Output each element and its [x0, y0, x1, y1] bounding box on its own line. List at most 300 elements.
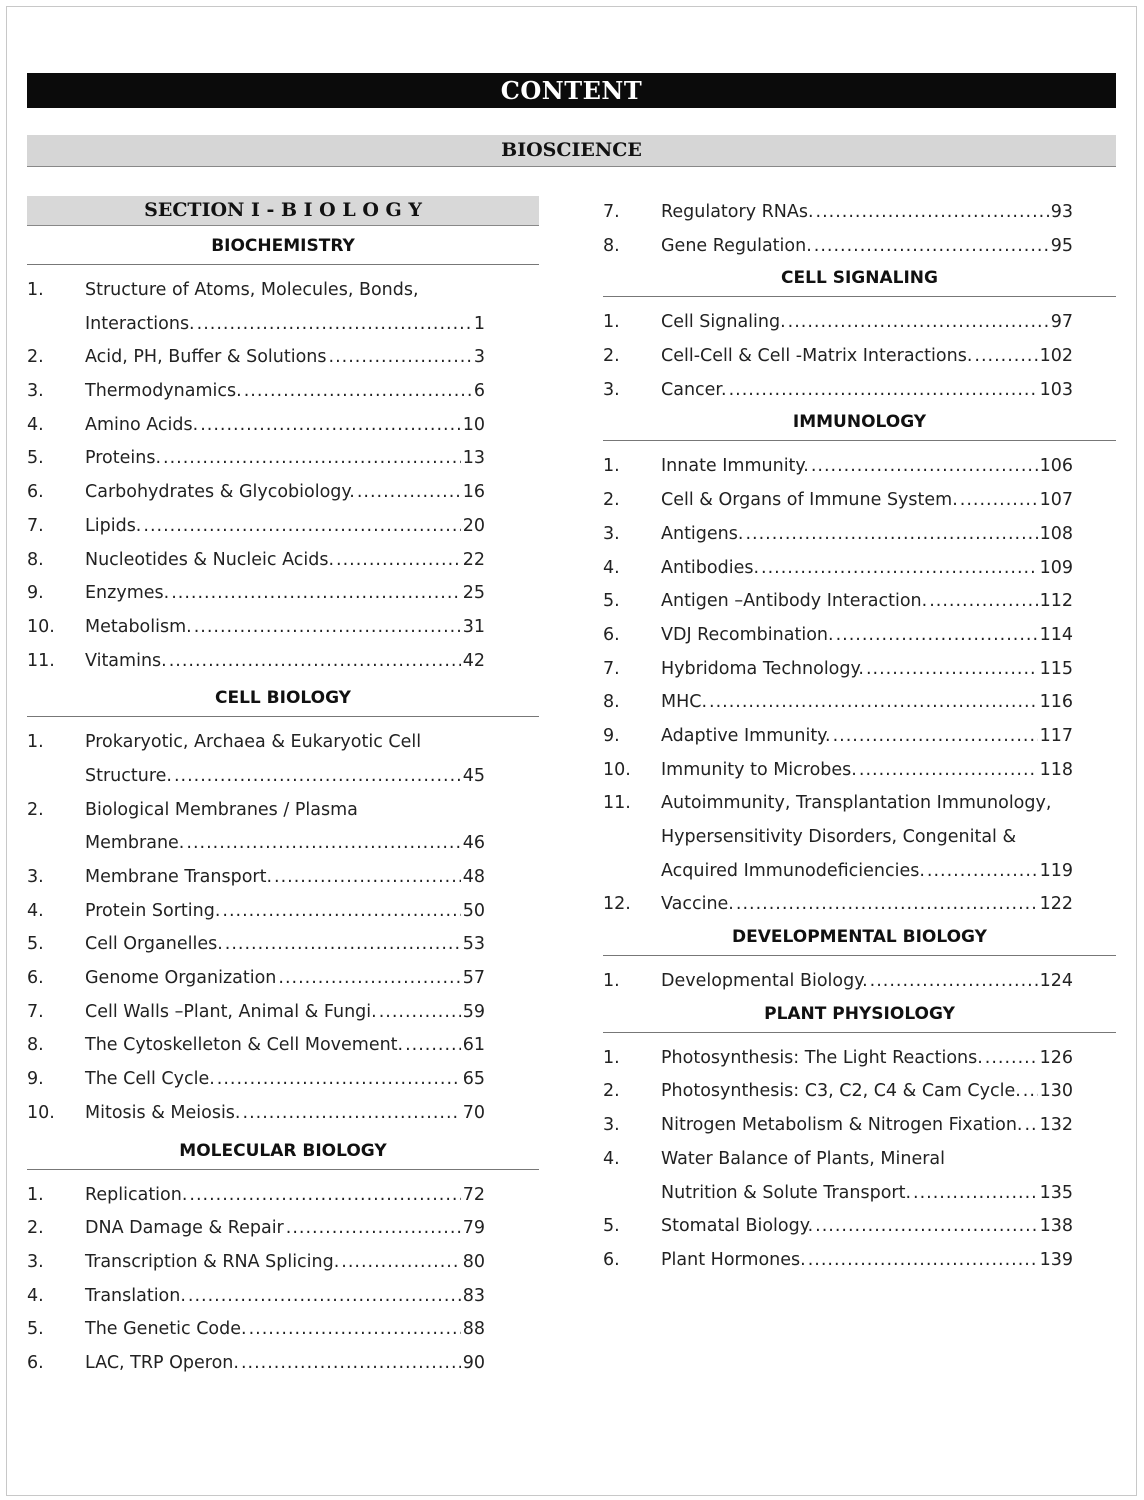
entry-number: 6. [603, 1249, 620, 1270]
entry-number: 5. [27, 1319, 44, 1340]
entry-title: Regulatory RNAs. [661, 202, 814, 222]
page-number: 70 [462, 1102, 485, 1123]
entry-line [85, 861, 485, 895]
entry-line [661, 619, 1073, 653]
toc-entry[interactable] [27, 895, 539, 929]
entry-number: 9. [27, 583, 44, 604]
entry-title: Replication. [85, 1184, 188, 1205]
entry-text [661, 196, 1073, 230]
entry-number: 1. [27, 732, 44, 753]
toc-entry[interactable] [603, 230, 1116, 264]
entry-text [661, 888, 1073, 922]
dot-leader [1023, 1075, 1038, 1109]
entry-line [85, 1313, 485, 1347]
toc-entry[interactable] [27, 794, 539, 861]
entry-number: 3. [27, 867, 44, 887]
entry-text [85, 645, 485, 679]
entry-line [85, 510, 485, 544]
page-number: 48 [462, 867, 485, 887]
entry-line [661, 787, 1073, 821]
entry-title: Acquired Immunodeficiencies. [661, 860, 925, 881]
page-number: 112 [1039, 591, 1073, 612]
entry-line [85, 996, 485, 1030]
dot-leader [833, 720, 1038, 754]
dot-leader [929, 585, 1037, 619]
toc-entry[interactable] [27, 996, 539, 1030]
entry-line [661, 1244, 1073, 1278]
dot-leader [357, 476, 461, 510]
entry-title: Water Balance of Plants, Mineral [661, 1148, 946, 1169]
entry-number: 1. [603, 456, 620, 477]
entry-line [661, 552, 1073, 586]
entry-number: 2. [27, 799, 44, 820]
toc-entry[interactable] [27, 577, 539, 611]
toc-entry[interactable] [603, 619, 1116, 653]
entry-number: 4. [27, 414, 44, 435]
toc-entry[interactable] [27, 726, 539, 793]
entry-number: 2. [27, 347, 44, 368]
entry-line [85, 1097, 485, 1131]
entry-number: 2. [27, 1218, 44, 1239]
dot-leader [189, 1179, 460, 1213]
page-number: 20 [462, 515, 485, 536]
page-number: 65 [462, 1069, 485, 1090]
left-column [27, 196, 539, 1381]
dot-leader [811, 450, 1038, 484]
right-groups [603, 263, 1116, 1277]
entry-number: 5. [27, 448, 44, 469]
dot-leader [985, 1042, 1038, 1076]
entry-number: 4. [603, 1148, 620, 1169]
subsection-heading: IMMUNOLOGY [603, 407, 1116, 441]
page-number: 22 [462, 549, 485, 570]
entry-number: 11. [27, 650, 55, 671]
entry-line [85, 341, 485, 375]
entry-line [661, 855, 1073, 889]
entry-line [85, 928, 485, 962]
entry-line [85, 1280, 485, 1314]
subsection-heading: CELL BIOLOGY [27, 683, 539, 717]
entry-number: 6. [27, 482, 44, 503]
entry-text [661, 484, 1073, 518]
toc-entry[interactable] [603, 1075, 1116, 1109]
entry-number: 3. [603, 523, 620, 544]
entry-title: Membrane. [85, 833, 185, 854]
entry-text [661, 1075, 1073, 1109]
toc-entry[interactable] [603, 686, 1116, 720]
entry-line [661, 306, 1073, 340]
subsection-heading: MOLECULAR BIOLOGY [27, 1136, 539, 1170]
entry-number: 3. [603, 1115, 620, 1136]
entry-text [85, 1179, 485, 1213]
dot-leader [814, 230, 1049, 264]
page-number: 97 [1050, 312, 1073, 333]
entry-line [85, 1212, 485, 1246]
entry-line [85, 1246, 485, 1280]
entry-title: Cell & Organs of Immune System. [661, 490, 958, 511]
toc-entry[interactable] [603, 787, 1116, 888]
entry-line [85, 611, 485, 645]
toc-entry[interactable] [603, 374, 1116, 408]
entry-line [85, 827, 485, 861]
toc-entry[interactable] [27, 544, 539, 578]
toc-entry[interactable] [603, 1244, 1116, 1278]
entry-line [661, 965, 1073, 999]
entry-line [661, 196, 1073, 230]
entry-text [85, 895, 485, 929]
entry-title: Hybridoma Technology. [661, 658, 864, 679]
page-number: 10 [462, 414, 485, 435]
page-number: 102 [1039, 346, 1073, 367]
entry-line [85, 409, 485, 443]
dot-leader [329, 341, 472, 375]
toc-entry[interactable] [27, 1097, 539, 1131]
toc-entry[interactable] [603, 552, 1116, 586]
entry-line [661, 340, 1073, 374]
entry-line [661, 230, 1073, 264]
entry-title: Transcription & RNA Splicing. [85, 1251, 340, 1272]
entry-line [85, 1063, 485, 1097]
dot-leader [217, 1063, 461, 1097]
entry-line [85, 726, 485, 760]
toc-entry[interactable] [27, 442, 539, 476]
entry-number: 5. [603, 1216, 620, 1237]
entry-title: Biological Membranes / Plasma [85, 799, 358, 820]
entry-title: Thermodynamics. [85, 381, 242, 402]
entry-text [661, 230, 1073, 264]
entry-number: 10. [27, 1102, 55, 1123]
entry-title: Gene Regulation. [661, 235, 812, 256]
dot-leader [859, 754, 1038, 788]
toc-entry[interactable] [27, 1063, 539, 1097]
entry-title: Proteins. [85, 448, 162, 469]
toc-entry[interactable] [603, 1109, 1116, 1143]
entry-title: Hypersensitivity Disorders, Congenital & [661, 827, 1017, 847]
entry-line [85, 895, 485, 929]
entry-text [85, 1212, 485, 1246]
entry-title: Photosynthesis: C3, C2, C4 & Cam Cycle. [661, 1081, 1021, 1102]
toc-entry[interactable] [27, 611, 539, 645]
page-number: 119 [1039, 860, 1073, 881]
toc-entry[interactable] [27, 1246, 539, 1280]
dot-leader [174, 760, 461, 794]
dot-leader [405, 1029, 461, 1063]
entry-number: 5. [27, 934, 44, 955]
toc-entry[interactable] [603, 888, 1116, 922]
entry-title: Cell Walls –Plant, Animal & Fungi. [85, 1001, 377, 1022]
dot-leader [194, 611, 461, 645]
entry-text [661, 1143, 1073, 1210]
page-number: 3 [473, 347, 485, 368]
dot-leader [163, 442, 461, 476]
entry-text [85, 794, 485, 861]
entry-text [85, 409, 485, 443]
continued-list [603, 196, 1116, 263]
dot-leader [188, 1280, 461, 1314]
entry-text [661, 1210, 1073, 1244]
entry-line [661, 374, 1073, 408]
page-number: 95 [1050, 235, 1073, 256]
entry-title: Structure. [85, 765, 172, 786]
page-number: 122 [1039, 894, 1073, 915]
toc-entry[interactable] [603, 1042, 1116, 1076]
entry-title: Stomatal Biology. [661, 1216, 814, 1237]
entry-line [661, 1075, 1073, 1109]
toc-list [603, 306, 1116, 407]
entry-line [85, 760, 485, 794]
page-number: 6 [473, 381, 485, 402]
entry-text [661, 619, 1073, 653]
entry-line [661, 1109, 1073, 1143]
entry-title: LAC, TRP Operon. [85, 1352, 239, 1373]
dot-leader [761, 552, 1038, 586]
entry-title: Vaccine. [661, 894, 734, 915]
entry-text [661, 518, 1073, 552]
entry-number: 1. [603, 971, 620, 992]
entry-number: 8. [27, 549, 44, 570]
toc-entry[interactable] [27, 1347, 539, 1381]
page-number: 130 [1039, 1081, 1073, 1102]
entry-text [85, 442, 485, 476]
entry-text [85, 861, 485, 895]
dot-leader [808, 1244, 1038, 1278]
dot-leader [960, 484, 1038, 518]
dot-leader [745, 518, 1037, 552]
page-number: 139 [1039, 1249, 1073, 1270]
page-number: 103 [1039, 379, 1073, 400]
entry-line [85, 1347, 485, 1381]
toc-entry[interactable] [27, 510, 539, 544]
entry-number: 6. [603, 624, 620, 645]
toc-entry[interactable] [27, 274, 539, 341]
entry-number: 1. [603, 312, 620, 333]
toc-list [603, 1042, 1116, 1278]
entry-text [661, 306, 1073, 340]
toc-entry[interactable] [603, 653, 1116, 687]
toc-list [603, 965, 1116, 999]
entry-title: Adaptive Immunity. [661, 725, 831, 746]
toc-entry[interactable] [603, 720, 1116, 754]
toc-entry[interactable] [603, 306, 1116, 340]
entry-title: Cell Signaling. [661, 312, 786, 333]
dot-leader [736, 888, 1038, 922]
entry-number: 1. [27, 1184, 44, 1205]
page-number: 115 [1039, 658, 1073, 679]
page-number: 42 [462, 650, 485, 671]
entry-number: 4. [603, 557, 620, 578]
entry-line [85, 1029, 485, 1063]
entry-text [85, 476, 485, 510]
entry-line [661, 754, 1073, 788]
entry-text [85, 1280, 485, 1314]
toc-entry[interactable] [603, 965, 1116, 999]
toc-entry[interactable] [27, 476, 539, 510]
entry-line [661, 585, 1073, 619]
entry-text [661, 653, 1073, 687]
page-number: 83 [462, 1285, 485, 1306]
entry-number: 8. [27, 1035, 44, 1056]
left-groups [27, 231, 539, 1381]
entry-text [85, 274, 485, 341]
entry-number: 8. [603, 235, 620, 256]
entry-title: Membrane Transport. [85, 867, 273, 887]
page-number: 46 [462, 833, 485, 854]
dot-leader [836, 619, 1038, 653]
page-number: 90 [462, 1352, 485, 1373]
toc-entry[interactable] [27, 409, 539, 443]
toc-entry[interactable] [603, 518, 1116, 552]
entry-text [661, 1042, 1073, 1076]
entry-title: Carbohydrates & Glycobiology. [85, 482, 355, 503]
page-number: 16 [462, 482, 485, 503]
bioscience-header: BIOSCIENCE [27, 135, 1116, 167]
toc-entry[interactable] [603, 484, 1116, 518]
entry-number: 8. [603, 692, 620, 713]
entry-text [85, 577, 485, 611]
page-number: 126 [1039, 1047, 1073, 1068]
toc-entry[interactable] [27, 1212, 539, 1246]
toc-entry[interactable] [27, 928, 539, 962]
entry-title: Nitrogen Metabolism & Nitrogen Fixation. [661, 1115, 1023, 1136]
entry-title: MHC. [661, 692, 708, 713]
toc-list [27, 726, 539, 1130]
entry-line [661, 1143, 1073, 1177]
entry-title: Antigen –Antibody Interaction. [661, 591, 928, 612]
dot-leader [286, 1212, 461, 1246]
entry-number: 10. [603, 759, 631, 780]
entry-number: 10. [27, 616, 55, 637]
entry-line [661, 686, 1073, 720]
entry-line [661, 888, 1073, 922]
toc-list [27, 1179, 539, 1381]
entry-number: 3. [27, 1251, 44, 1272]
entry-title: Developmental Biology. [661, 971, 868, 992]
dot-leader [249, 1313, 461, 1347]
dot-leader [274, 861, 461, 895]
toc-entry[interactable] [603, 1210, 1116, 1244]
dot-leader [729, 374, 1038, 408]
entry-number: 3. [603, 379, 620, 400]
dot-leader [1024, 1109, 1037, 1143]
dot-leader [186, 827, 460, 861]
toc-entry[interactable] [27, 645, 539, 679]
toc-entry[interactable] [27, 375, 539, 409]
page-number: 138 [1039, 1216, 1073, 1237]
entry-title: Antigens. [661, 523, 744, 544]
entry-title: The Cell Cycle. [85, 1069, 215, 1090]
entry-line [661, 484, 1073, 518]
entry-number: 3. [27, 381, 44, 402]
toc-entry[interactable] [27, 1313, 539, 1347]
entry-number: 12. [603, 894, 631, 915]
entry-line [85, 308, 485, 342]
entry-text [85, 1029, 485, 1063]
entry-line [85, 274, 485, 308]
entry-number: 7. [603, 658, 620, 679]
entry-line [661, 1210, 1073, 1244]
page-number: 72 [462, 1184, 485, 1205]
dot-leader [927, 855, 1038, 889]
dot-leader [815, 1210, 1037, 1244]
entry-number: 2. [603, 490, 620, 511]
toc-entry[interactable] [603, 450, 1116, 484]
toc-entry[interactable] [603, 754, 1116, 788]
entry-line [85, 577, 485, 611]
entry-text [661, 720, 1073, 754]
entry-text [661, 686, 1073, 720]
entry-line [661, 450, 1073, 484]
toc-entry[interactable] [27, 1179, 539, 1213]
entry-text [85, 1246, 485, 1280]
toc-entry[interactable] [27, 1280, 539, 1314]
entry-line [85, 476, 485, 510]
page-number: 108 [1039, 523, 1073, 544]
entry-title: Amino Acids. [85, 414, 199, 435]
dot-leader [222, 895, 460, 929]
entry-title: Plant Hormones. [661, 1249, 806, 1270]
dot-leader [336, 544, 461, 578]
entry-line [661, 1042, 1073, 1076]
toc-entry[interactable] [603, 340, 1116, 374]
entry-text [661, 787, 1073, 888]
entry-text [85, 341, 485, 375]
entry-number: 2. [603, 1081, 620, 1102]
dot-leader [816, 196, 1049, 230]
toc-entry[interactable] [603, 585, 1116, 619]
entry-title: Interactions. [85, 313, 195, 334]
toc-entry[interactable] [27, 861, 539, 895]
toc-entry[interactable] [603, 196, 1116, 230]
entry-title: Structure of Atoms, Molecules, Bonds, [85, 280, 419, 300]
page-number: 31 [462, 616, 485, 637]
entry-number: 11. [603, 793, 631, 814]
entry-text [661, 374, 1073, 408]
page-number: 132 [1039, 1115, 1073, 1136]
entry-text [661, 965, 1073, 999]
dot-leader [974, 340, 1037, 374]
entry-number: 2. [603, 346, 620, 367]
page-number: 59 [462, 1001, 485, 1022]
entry-number: 7. [27, 1001, 44, 1022]
toc-entry[interactable] [27, 1029, 539, 1063]
entry-title: Genome Organization [85, 968, 277, 989]
page-number: 117 [1039, 725, 1073, 746]
toc-entry[interactable] [603, 1143, 1116, 1210]
toc-entry[interactable] [27, 962, 539, 996]
entry-line [85, 962, 485, 996]
entry-number: 1. [603, 1047, 620, 1068]
entry-title: Nutrition & Solute Transport. [661, 1182, 912, 1203]
page-number: 61 [462, 1035, 485, 1056]
entry-title: The Cytoskelleton & Cell Movement. [85, 1035, 404, 1056]
dot-leader [225, 928, 461, 962]
page-number: 106 [1039, 456, 1073, 477]
dot-leader [788, 306, 1049, 340]
dot-leader [341, 1246, 460, 1280]
dot-leader [278, 962, 460, 996]
page-number: 50 [462, 900, 485, 921]
toc-entry[interactable] [27, 341, 539, 375]
dot-leader [709, 686, 1038, 720]
content-header: CONTENT [27, 73, 1116, 108]
page-number: 109 [1039, 557, 1073, 578]
subsection-heading: PLANT PHYSIOLOGY [603, 999, 1116, 1033]
entry-title: Cancer. [661, 379, 727, 400]
dot-leader [171, 577, 461, 611]
right-column [603, 196, 1116, 1278]
dot-leader [197, 308, 472, 342]
dot-leader [870, 965, 1038, 999]
